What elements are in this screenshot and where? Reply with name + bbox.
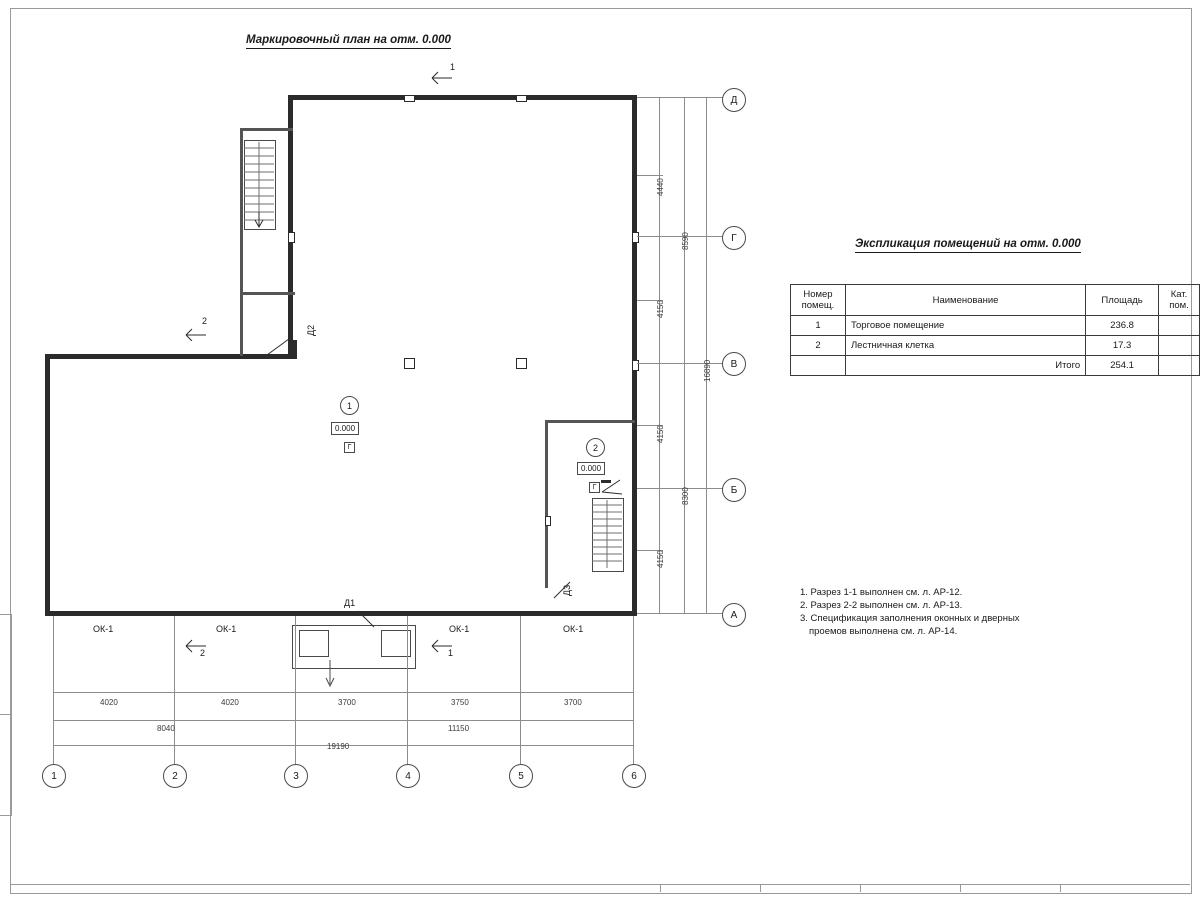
window-opening [404, 611, 462, 616]
room-category-2: Г [589, 482, 600, 493]
bottom-tick [1060, 884, 1061, 892]
column-mark [288, 232, 295, 243]
axis-bubble-4: 4 [396, 764, 420, 788]
wall-upper-partition-top [240, 128, 293, 131]
cell-cat [1159, 336, 1200, 356]
cell-name: Лестничная клетка [845, 336, 1085, 356]
sheet-left-stub [0, 614, 12, 816]
axis-bubble-2: 2 [163, 764, 187, 788]
wall-left-upper-edge [45, 354, 245, 359]
note-3: 3. Спецификация заполнения оконных и дверных [800, 613, 1020, 624]
axis-bubble-g: Г [722, 226, 746, 250]
room-bubble-1: 1 [340, 396, 359, 415]
cell-area: 17.3 [1086, 336, 1159, 356]
dim-row-1 [53, 692, 633, 693]
dim-right-4150-c: 4150 [656, 550, 665, 568]
wall-upper-partition-bottom [240, 292, 295, 295]
explication-table [790, 284, 1200, 376]
section-label-1-top: 1 [450, 62, 456, 72]
wall-top [288, 95, 637, 100]
sheet-left-divider [0, 714, 11, 715]
dim-bottom-3750: 3750 [451, 698, 469, 707]
axis-bubble-b: Б [722, 478, 746, 502]
room-level-2: 0.000 [577, 462, 605, 475]
window-tag-ok1: ОК-1 [449, 624, 470, 634]
window-tag-ok1: ОК-1 [216, 624, 237, 634]
bottom-tick [660, 884, 661, 892]
dim-right-4440: 4440 [656, 178, 665, 196]
cell-area: 236.8 [1086, 316, 1159, 336]
wall-left [45, 354, 50, 616]
bottom-tick [760, 884, 761, 892]
bottom-tick [860, 884, 861, 892]
door-tag-d1: Д1 [344, 598, 356, 608]
column-mark [632, 232, 639, 243]
door-tag-d1-leader [330, 605, 390, 635]
door-tag-d2: Д2 [306, 324, 316, 336]
dim-bottom-3700-b: 3700 [564, 698, 582, 707]
note-2: 2. Разрез 2-2 выполнен см. л. АР-13. [800, 600, 963, 611]
window-opening [146, 611, 208, 616]
dim-right-16890: 16890 [703, 359, 712, 382]
dim-bottom-4020-a: 4020 [100, 698, 118, 707]
door-tag-d3-leader [548, 560, 588, 600]
section-label-2-bottom: 2 [200, 648, 206, 658]
window-opening [272, 611, 330, 616]
dim-chain-outer [706, 97, 707, 613]
header-name: Наименование [845, 285, 1085, 316]
note-1: 1. Разрез 1-1 выполнен см. л. АР-12. [800, 587, 963, 598]
axis-bubble-d: Д [722, 88, 746, 112]
cell-name: Торговое помещение [845, 316, 1085, 336]
wall-right [632, 95, 637, 616]
axis-bubble-5: 5 [509, 764, 533, 788]
column-mark [516, 95, 527, 102]
column-mark [404, 95, 415, 102]
axis-bubble-3: 3 [284, 764, 308, 788]
column-mark [404, 358, 415, 369]
stair-upper-steps [244, 140, 275, 230]
dim-bottom-4020-b: 4020 [221, 698, 239, 707]
door-swing-d2 [265, 300, 305, 360]
dim-bottom-11150: 11150 [448, 724, 470, 733]
door-tag-d3: Д3 [562, 584, 572, 596]
notes-block [800, 586, 1020, 638]
table-total-row [791, 356, 1200, 376]
section-label-1-bottom: 1 [448, 648, 454, 658]
room-bubble-2: 2 [586, 438, 605, 457]
dim-row-2 [53, 720, 633, 721]
entrance-arrow [320, 660, 350, 692]
column-mark [516, 358, 527, 369]
section-label-2-top: 2 [202, 316, 208, 326]
wall-upper-partition-left [240, 128, 243, 356]
dim-chain-inner [659, 97, 660, 613]
total-empty [791, 356, 846, 376]
dim-right-8300: 8300 [681, 487, 690, 505]
window-opening [45, 611, 79, 616]
axis-bubble-1: 1 [42, 764, 66, 788]
dim-right-8590: 8590 [681, 232, 690, 250]
header-cat-line1: Кат. [1170, 289, 1188, 300]
dim-bottom-8040: 8040 [157, 724, 175, 733]
dim-chain-mid [684, 97, 685, 613]
total-cat [1159, 356, 1200, 376]
header-num [791, 285, 846, 316]
column-mark [545, 516, 551, 526]
stair-lower-steps [592, 498, 623, 572]
header-num-line2: помещ. [801, 300, 835, 311]
table-row [791, 336, 1200, 356]
wall-stair-top [545, 420, 635, 423]
cell-num: 1 [791, 316, 846, 336]
porch-block-left [299, 630, 329, 657]
dim-right-4150-a: 4150 [656, 300, 665, 318]
axis-bubble-v: В [722, 352, 746, 376]
dim-right-4150-b: 4150 [656, 425, 665, 443]
axis-bubble-6: 6 [622, 764, 646, 788]
ext-line [637, 363, 727, 364]
header-num-line1: Номер [803, 289, 833, 300]
sheet-bottom-border [10, 884, 1190, 885]
cell-cat [1159, 316, 1200, 336]
dim-bottom-19190: 19190 [327, 742, 350, 751]
bottom-tick [960, 884, 961, 892]
room-level-1: 0.000 [331, 422, 359, 435]
grid-line-6 [633, 616, 634, 768]
table-row [791, 316, 1200, 336]
table-header-row [791, 285, 1200, 316]
note-3-cont: проемов выполнена см. л. АР-14. [809, 626, 958, 637]
table-title: Экспликация помещений на отм. 0.000 [855, 238, 1081, 253]
section-mark-2-top [180, 315, 220, 341]
room-category-1: Г [344, 442, 355, 453]
ext-line [637, 613, 727, 614]
plan-title: Маркировочный план на отм. 0.000 [246, 34, 451, 49]
total-area: 254.1 [1086, 356, 1159, 376]
axis-bubble-a: А [722, 603, 746, 627]
section-mark-1-top [428, 62, 468, 84]
window-tag-ok1: ОК-1 [563, 624, 584, 634]
cell-num: 2 [791, 336, 846, 356]
dim-bottom-3700-a: 3700 [338, 698, 356, 707]
header-cat-line2: пом. [1169, 300, 1189, 311]
ext-line [637, 97, 727, 98]
total-label: Итого [845, 356, 1085, 376]
header-area: Площадь [1086, 285, 1159, 316]
column-mark [632, 360, 639, 371]
window-tag-ok1: ОК-1 [93, 624, 114, 634]
header-cat [1159, 285, 1200, 316]
